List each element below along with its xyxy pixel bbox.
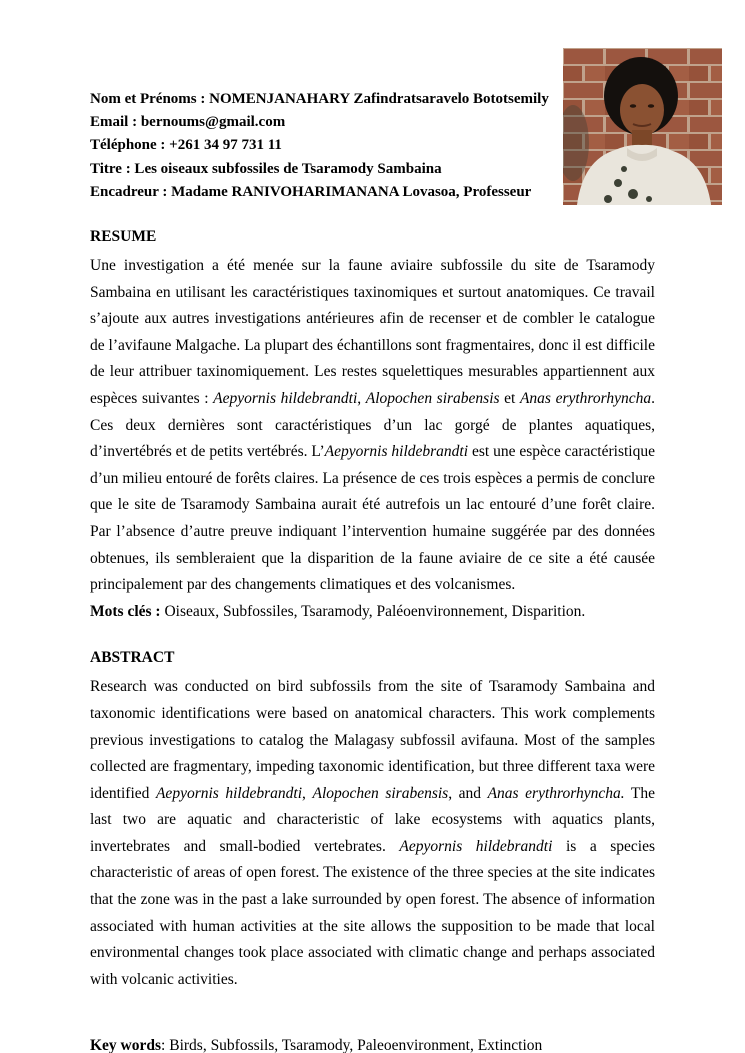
abstract-paragraph: Research was conducted on bird subfossils from the site of Tsaramody Sambaina and taxonomic identifications were based on anatomical characters. This work complements previous investigations to catalog the Malagasy subfossil avifauna. Most of the samples collected are fragmentary, impeding taxonomic identification, but three different taxa were identified Aepyornis hildebrandti, Alopochen sirabensis, and Anas erythrorhyncha. The last two are aquatic and characteristic of lake ecosystems with aquatics plants, invertebrates and small-bodied vertebrates. Aepyornis hildebrandti is a species characteristic of areas of open forest. The existence of the three species at the site indicates that the zone was in the past a lake surrounded by open forest. The absence of information associated with human activities at the site allows the supposition to be made that local environmental changes took place associated with climatic change and perhaps associated with volcanic activities. [90,678,655,988]
portrait-photo [563,48,722,205]
info-line-title: Titre : Les oiseaux subfossiles de Tsaramody Sambaina [90,160,442,177]
resume-keywords-text: Oiseaux, Subfossiles, Tsaramody, Paléoenvironnement, Disparition. [160,602,586,620]
info-line-phone: Téléphone : +261 34 97 731 11 [90,137,282,154]
abstract-keywords [90,1033,655,1053]
info-line-name: Nom et Prénoms : NOMENJANAHARY Zafindratsaravelo Bototsemily [90,91,549,107]
abstract-section [90,649,655,1053]
abstract-keywords-text: : Birds, Subfossils, Tsaramody, Paleoenvironment, Extinction [161,1037,543,1053]
portrait-photo-image [563,48,722,205]
resume-heading: RESUME [90,228,157,246]
resume-keywords [90,599,655,626]
abstract-heading: ABSTRACT [90,649,175,667]
info-line-advisor: Encadreur : Madame RANIVOHARIMANANA Lovasoa, Professeur [90,183,532,200]
resume-section [90,228,655,625]
resume-paragraph: Une investigation a été menée sur la faune aviaire subfossile du site de Tsaramody Sambaina en utilisant les caractéristiques taxinomiques et surtout anatomiques. Ce travail s’ajoute aux autres investigations antérieures afin de recenser et de combler le catalogue de l’avifaune Malgache. La plupart des échantillons sont fragmentaires, donc il est difficile de leur attribuer taxinomiquement. Les restes squelettiques mesurables appartiennent aux espèces suivantes : Aepyornis hildebrandti, Alopochen sirabensis et Anas erythrorhyncha. Ces deux dernières sont caractéristiques d’un lac gorgé de plantes aquatiques, d’invertébrés et de petits vertébrés. L’Aepyornis hildebrandti est une espèce caractéristique d’un milieu entouré de forêts claires. La présence de ces trois espèces a permis de conclure que le site de Tsaramody Sambaina aurait été autrefois un lac entouré d’une forêt claire. Par l’absence d’autre preuve indiquant l’intervention humaine suggérée par des données obtenues, ils sembleraient que la disparition de la faune aviaire de ce site a été causée principalement par des changements climatiques et des volcanismes. [90,257,656,594]
resume-keywords-label: Mots clés : [90,602,161,620]
info-line-email: Email : bernoums@gmail.com [90,114,286,131]
abstract-keywords-label: Key words [90,1037,162,1053]
